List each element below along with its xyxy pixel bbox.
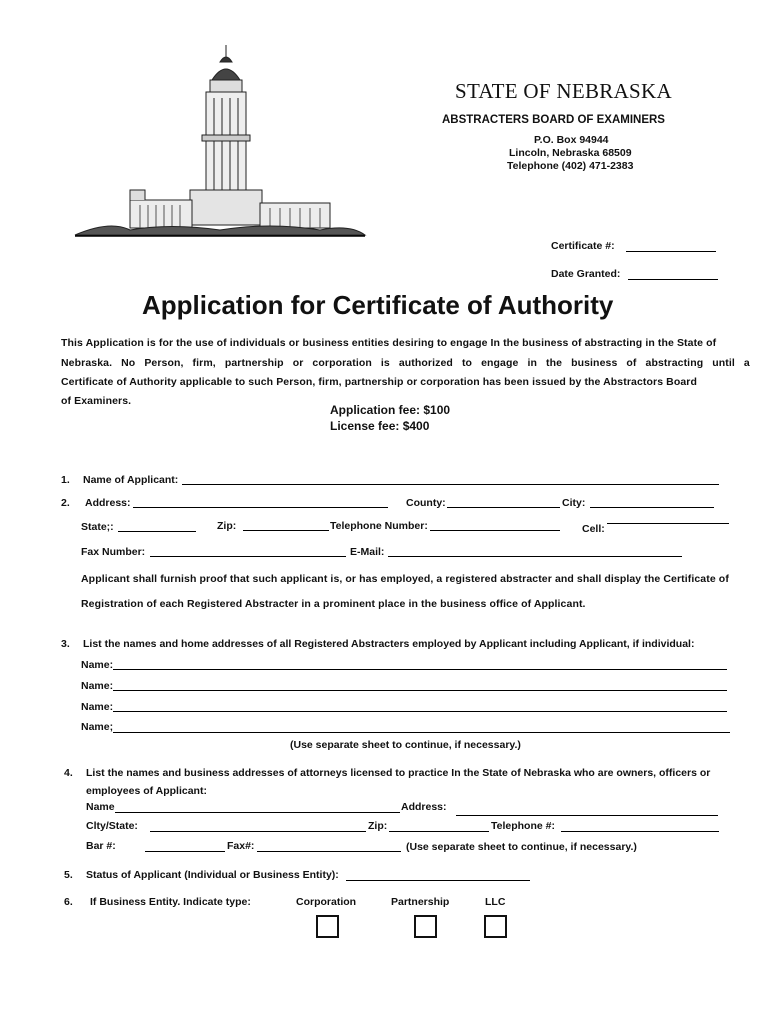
- capitol-building-illustration: [70, 40, 370, 250]
- attorneys-instruction-line-1: List the names and business addresses of attorneys licensed to practice In the State of Nebraska who are owners, officers or: [86, 767, 711, 779]
- registration-note-line-1: Applicant shall furnish proof that such applicant is, or has employed, a registered abstracter and shall display the Certificate of: [81, 573, 729, 585]
- abstracters-instruction: List the names and home addresses of all Registered Abstracters employed by Applicant including Applicant, if individual:: [83, 638, 695, 650]
- fax-number-label: Fax Number:: [81, 546, 146, 558]
- state-field[interactable]: [118, 531, 196, 532]
- state-title: STATE OF NEBRASKA: [455, 79, 672, 103]
- application-fee: Application fee: $100: [330, 403, 451, 417]
- po-box: P.O. Box 94944: [534, 134, 609, 146]
- section-3-number: 3.: [61, 638, 70, 650]
- intro-line-3: Certificate of Authority applicable to such Person, firm, partnership or corporation has been issued by the Abstractors Board: [61, 376, 698, 388]
- llc-label: LLC: [485, 896, 506, 908]
- cell-field[interactable]: [607, 523, 729, 524]
- date-granted-label: Date Granted:: [551, 268, 621, 280]
- attorney-fax-field[interactable]: [257, 851, 401, 852]
- telephone-number-label: Telephone Number:: [330, 520, 428, 532]
- cell-label: Cell:: [582, 523, 605, 535]
- email-field[interactable]: [388, 556, 682, 557]
- zip-label: Zip:: [217, 520, 237, 532]
- city-zip: Lincoln, Nebraska 68509: [509, 147, 632, 159]
- llc-checkbox[interactable]: [484, 915, 507, 938]
- status-of-applicant-field[interactable]: [346, 880, 530, 881]
- abstracter-name-label: Name:: [81, 701, 114, 713]
- attorney-city-state-field[interactable]: [150, 831, 366, 832]
- corporation-label: Corporation: [296, 896, 357, 908]
- business-entity-type-label: If Business Entity. Indicate type:: [90, 896, 251, 908]
- address-label: Address:: [85, 497, 131, 509]
- license-fee: License fee: $400: [330, 419, 430, 433]
- abstracter-name-field[interactable]: [113, 711, 727, 712]
- abstracter-name-label: Name:: [81, 680, 114, 692]
- partnership-checkbox[interactable]: [414, 915, 437, 938]
- attorney-fax-label: Fax#:: [227, 840, 255, 852]
- attorney-telephone-label: Telephone #:: [491, 820, 555, 832]
- section-4-continue-note: (Use separate sheet to continue, if necessary.): [406, 841, 637, 853]
- section-1-number: 1.: [61, 474, 70, 486]
- attorney-city-state-label: Clty/State:: [86, 820, 138, 832]
- email-label: E-Mail:: [350, 546, 385, 558]
- date-granted-field[interactable]: [628, 279, 718, 280]
- city-label: City:: [562, 497, 586, 509]
- section-2-number: 2.: [61, 497, 70, 509]
- attorney-name-label: Name: [86, 801, 115, 813]
- attorney-zip-field[interactable]: [389, 831, 489, 832]
- abstracter-name-field[interactable]: [113, 669, 727, 670]
- abstracter-name-label: Name;: [81, 721, 114, 733]
- attorney-telephone-field[interactable]: [561, 831, 719, 832]
- state-label: State;:: [81, 521, 114, 533]
- county-field[interactable]: [447, 507, 560, 508]
- telephone-number-field[interactable]: [430, 530, 560, 531]
- section-5-number: 5.: [64, 869, 73, 881]
- name-of-applicant-label: Name of Applicant:: [83, 474, 179, 486]
- attorney-bar-field[interactable]: [145, 851, 225, 852]
- telephone-line: Telephone (402) 471-2383: [507, 160, 634, 172]
- city-field[interactable]: [590, 507, 714, 508]
- certificate-number-field[interactable]: [626, 251, 716, 252]
- zip-field[interactable]: [243, 530, 329, 531]
- section-3-continue-note: (Use separate sheet to continue, if necessary.): [290, 739, 521, 751]
- attorney-zip-label: Zip:: [368, 820, 388, 832]
- intro-line-1: This Application is for the use of individuals or business entities desiring to engage In the business of abstracting in the State of: [61, 337, 717, 349]
- name-of-applicant-field[interactable]: [182, 484, 719, 485]
- board-name: ABSTRACTERS BOARD OF EXAMINERS: [442, 114, 665, 126]
- attorney-name-field[interactable]: [115, 812, 400, 813]
- status-of-applicant-label: Status of Applicant (Individual or Business Entity):: [86, 869, 339, 881]
- attorneys-instruction-line-2: employees of Applicant:: [86, 785, 207, 797]
- intro-line-4: of Examiners.: [61, 395, 132, 407]
- section-4-number: 4.: [64, 767, 73, 779]
- attorney-address-label: Address:: [401, 801, 447, 813]
- registration-note-line-2: Registration of each Registered Abstracter in a prominent place in the business office of Applicant.: [81, 598, 586, 610]
- address-field[interactable]: [133, 507, 388, 508]
- corporation-checkbox[interactable]: [316, 915, 339, 938]
- partnership-label: Partnership: [391, 896, 450, 908]
- form-title: Application for Certificate of Authority: [142, 290, 614, 320]
- attorney-address-field[interactable]: [456, 815, 718, 816]
- fax-number-field[interactable]: [150, 556, 346, 557]
- abstracter-name-label: Name:: [81, 659, 114, 671]
- section-6-number: 6.: [64, 896, 73, 908]
- county-label: County:: [406, 497, 446, 509]
- abstracter-name-field[interactable]: [113, 690, 727, 691]
- abstracter-name-field[interactable]: [113, 732, 730, 733]
- intro-line-2: Nebraska. No Person, firm, partnership or corporation is authorized to engage in the business of abstracting until a: [61, 357, 750, 369]
- attorney-bar-label: Bar #:: [86, 840, 116, 852]
- certificate-number-label: Certificate #:: [551, 240, 615, 252]
